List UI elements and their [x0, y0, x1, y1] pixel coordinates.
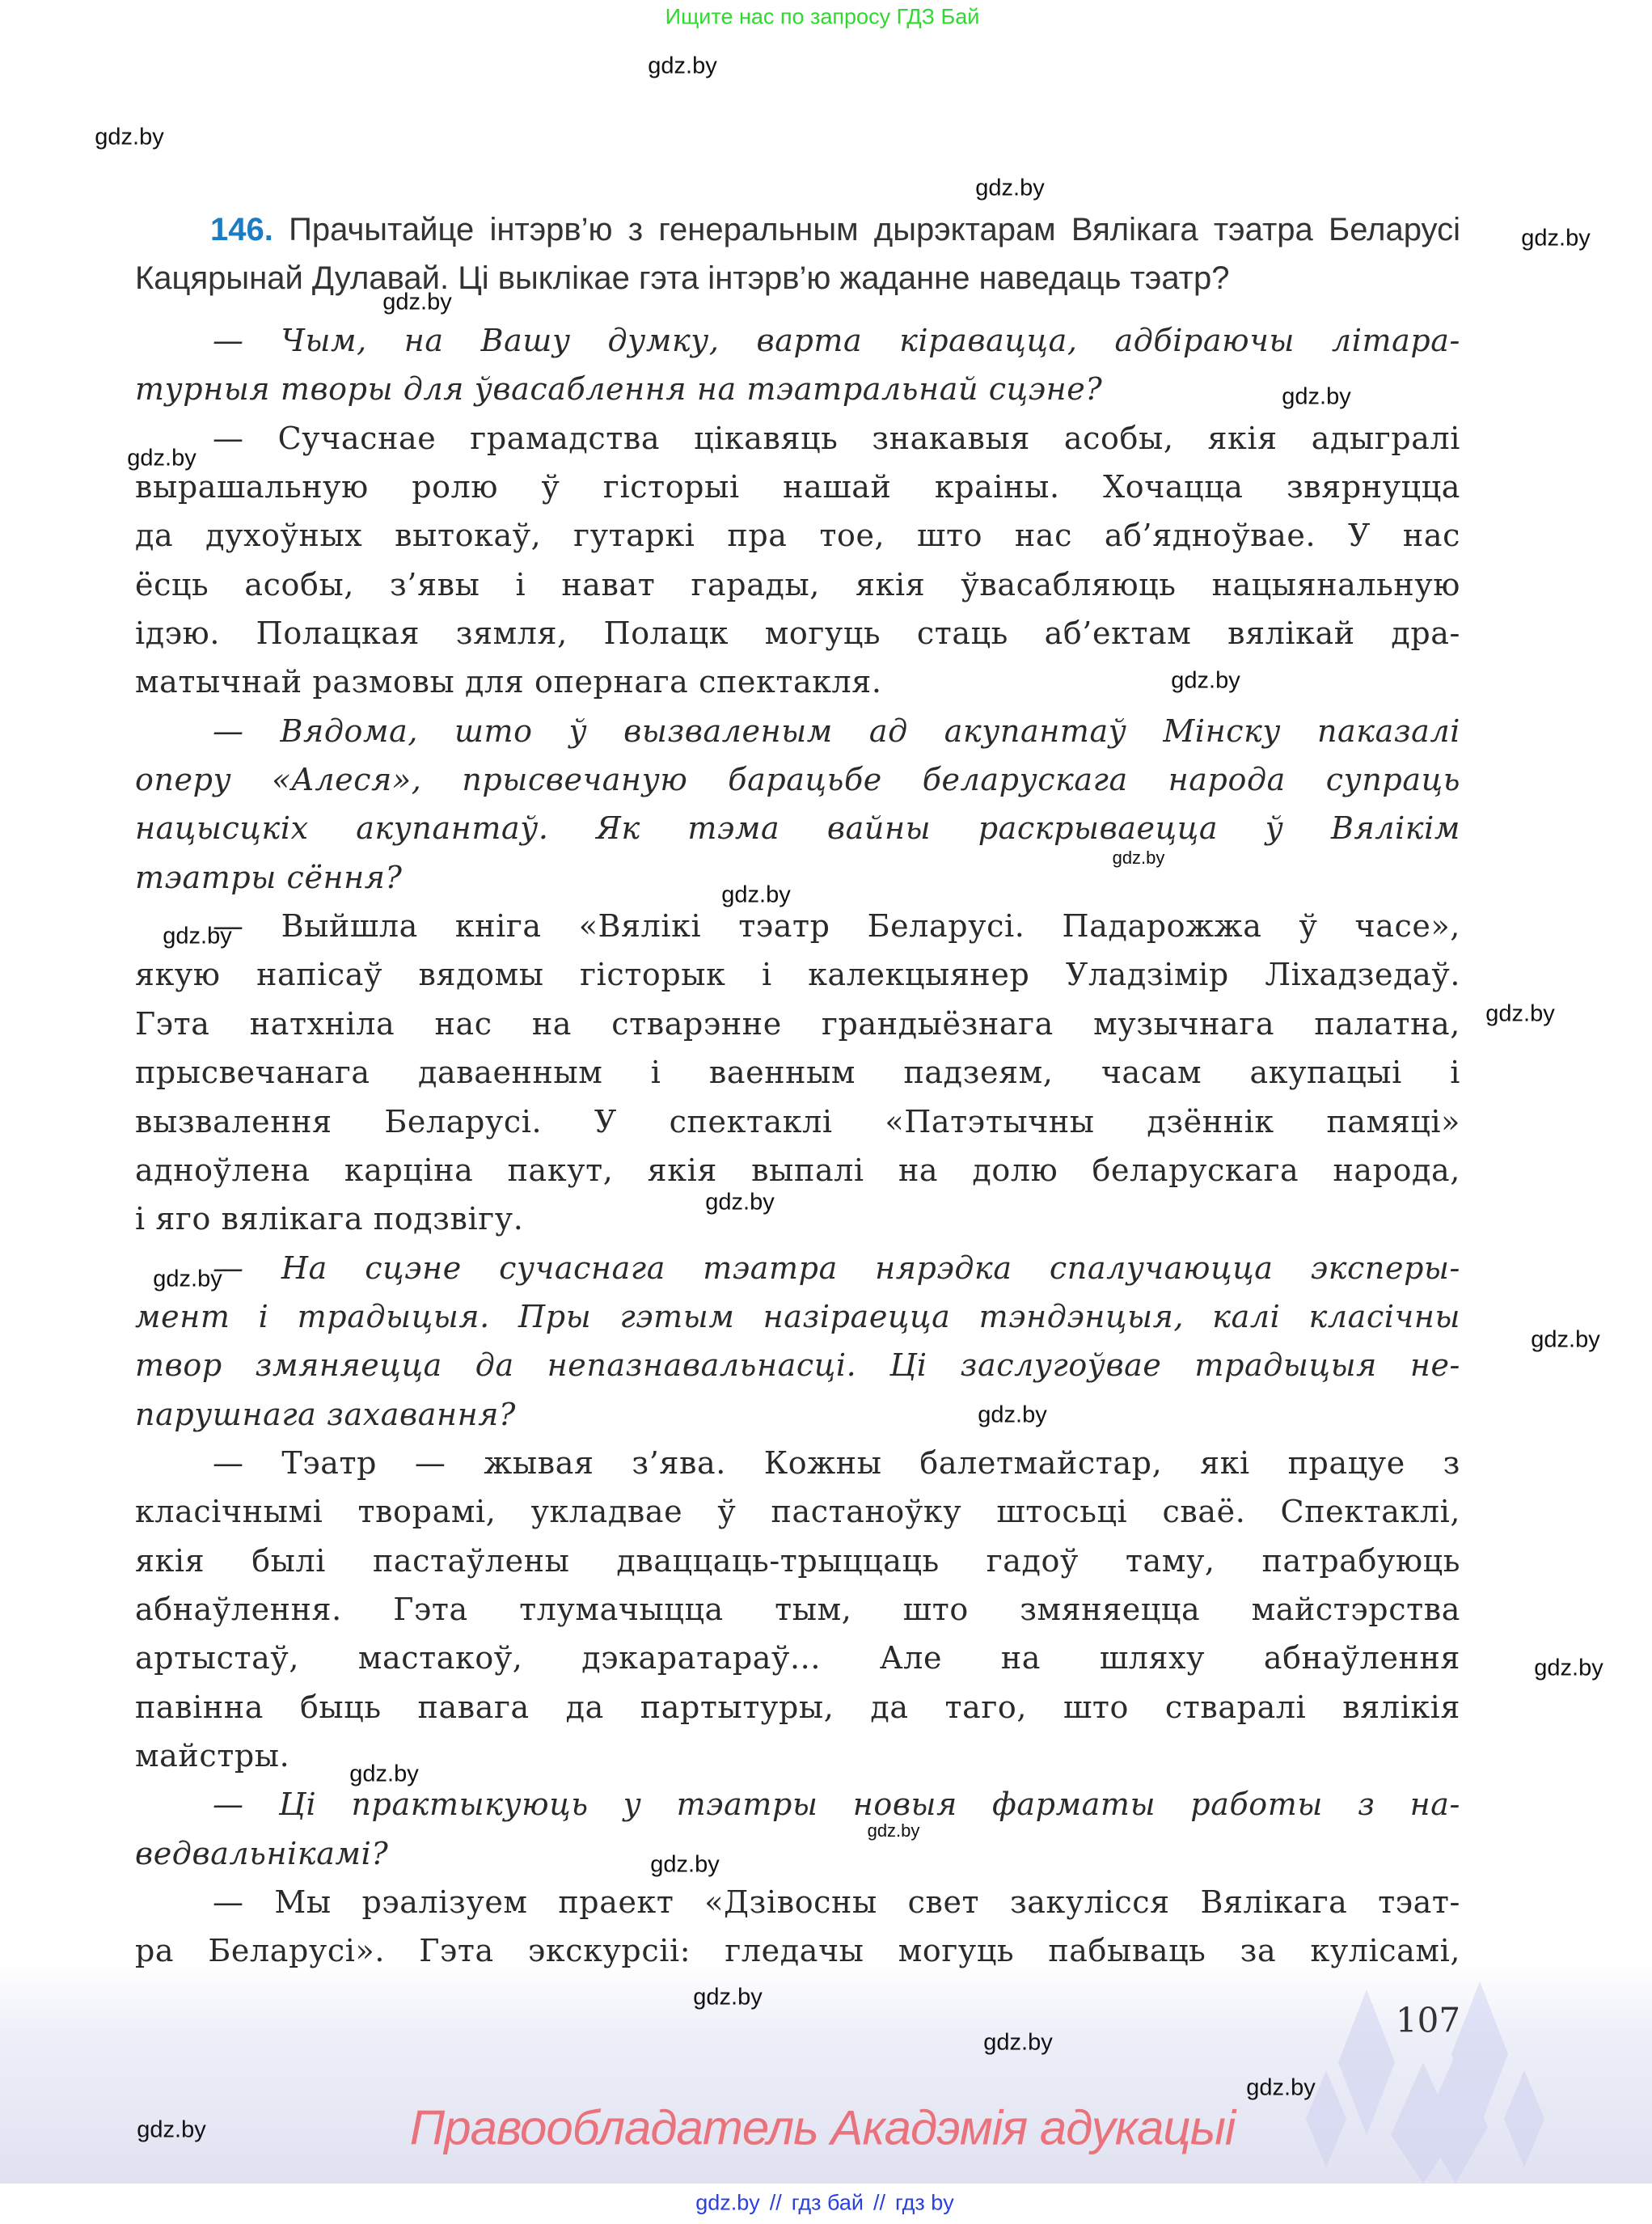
watermark: gdz.by: [978, 1402, 1047, 1428]
watermark: gdz.by: [349, 1761, 419, 1787]
watermark: gdz.by: [127, 445, 196, 471]
answer-line: ідэю. Полацкая зямля, Полацк могуць стаць аб’ектам вялікай дра-: [135, 615, 1460, 652]
watermark: gdz.by: [137, 2116, 206, 2143]
watermark: gdz.by: [650, 1851, 720, 1878]
top-search-note: Ищите нас по запросу ГДЗ Бай: [665, 4, 980, 29]
watermark: gdz.by: [648, 53, 717, 79]
watermark: gdz.by: [382, 289, 452, 315]
watermark: gdz.by: [153, 1266, 222, 1292]
exercise-prompt-line: [135, 208, 1460, 256]
interview-text: [135, 316, 1460, 1976]
question-line: тэатры сёння?: [135, 859, 403, 895]
answer-line: класічнымі творамі, укладвае ў пастаноўку штосьці сваё. Спектаклі,: [135, 1494, 1460, 1530]
answer-line: павінна быць павага да партытуры, да таго, што стваралі вялікія: [135, 1689, 1460, 1725]
answer-line: ра Беларусі». Гэта экскурсіі: гледачы могуць пабываць за кулісамі,: [135, 1933, 1460, 1969]
watermark: gdz.by: [1282, 383, 1351, 410]
watermark: gdz.by: [1521, 225, 1591, 252]
answer-line: Гэта натхніла нас на стварэнне грандыёзнага музычнага палатна,: [135, 1005, 1460, 1042]
watermark: gdz.by: [975, 175, 1045, 201]
watermark: gdz.by: [1485, 1000, 1555, 1027]
bottom-links: [691, 2191, 959, 2216]
separator: //: [769, 2190, 782, 2215]
watermark: gdz.by: [163, 923, 232, 949]
question-line: ведвальнікамі?: [135, 1835, 389, 1871]
diamond-decoration-icon: [1294, 1973, 1633, 2184]
watermark: gdz.by: [1534, 1655, 1603, 1681]
separator: //: [872, 2190, 886, 2215]
page-number: 107: [1395, 2000, 1461, 2040]
answer-line: якую напісаў вядомы гісторык і калекцыянер Уладзімір Ліхадзедаў.: [135, 957, 1460, 993]
question-line: парушнага захавання?: [135, 1396, 516, 1432]
exercise-number: 146.: [210, 212, 273, 247]
answer-line: майстры.: [135, 1737, 290, 1774]
answer-line: да духоўных вытокаў, гутаркі пра тое, што нас аб’ядноўвае. У нас: [135, 518, 1460, 554]
answer-line: вызвалення Беларусі. У спектаклі «Патэтычны дзённік памяці»: [135, 1103, 1460, 1139]
watermark: gdz.by: [867, 1820, 920, 1841]
answer-line: артыстаў, мастакоў, дэкаратараў... Але на шляху абнаўлення: [135, 1640, 1460, 1676]
watermark: gdz.by: [721, 882, 791, 908]
link-gdz-by-cyr[interactable]: гдз by: [895, 2190, 954, 2215]
question-line: — На сцэне сучаснага тэатра нярэдка спалучаюцца эксперы-: [213, 1249, 1460, 1286]
watermark: gdz.by: [983, 2029, 1053, 2056]
question-line: твор змяняецца да непазнавальнасці. Ці заслугоўвае традыцыя не-: [135, 1347, 1460, 1384]
answer-line: адноўлена карціна пакут, якія выпалі на долю беларускага народа,: [135, 1152, 1460, 1188]
question-line: турныя творы для ўвасаблення на тэатральнай сцэне?: [135, 371, 1103, 408]
watermark: gdz.by: [1531, 1326, 1600, 1353]
answer-line: прысвечанага даваенным і ваенным падзеям, часам акупацыі і: [135, 1055, 1460, 1091]
question-line: — Вядома, што ў вызваленым ад акупантаў Мінску паказалі: [213, 712, 1460, 749]
exercise-prompt-text: Прачытайце інтэрв’ю з генеральным дырэктарам Вялікага тэатра Беларусі: [289, 212, 1460, 247]
question-line: нацысцкіх акупантаў. Як тэма вайны раскрываецца ў Вялікім: [135, 810, 1460, 847]
watermark: gdz.by: [1246, 2074, 1316, 2101]
watermark: gdz.by: [705, 1189, 775, 1216]
exercise-prompt-line: Кацярынай Дулавай. Ці выклікае гэта інтэрв’ю жаданне наведаць тэатр?: [135, 260, 1230, 297]
question-line: мент і традыцыя. Пры гэтым назіраецца тэндэнцыя, калі класічны: [135, 1298, 1460, 1334]
answer-line: ёсць асобы, з’явы і нават гарады, якія ўвасабляюць нацыянальную: [135, 566, 1460, 603]
answer-line: і яго вялікага подзвігу.: [135, 1201, 524, 1237]
answer-line: — Выйшла кніга «Вялікі тэатр Беларусі. Падарожжа ў часе»,: [213, 908, 1460, 945]
watermark: gdz.by: [1171, 667, 1240, 694]
watermark: gdz.by: [1112, 848, 1165, 868]
question-line: оперу «Алеся», прысвечаную барацьбе беларускага народа супраць: [135, 762, 1460, 798]
watermark: gdz.by: [95, 124, 164, 150]
exercise-prompt: [135, 208, 1460, 306]
answer-line: — Тэатр — жывая з’ява. Кожны балетмайстар, які працуе з: [213, 1444, 1460, 1481]
question-line: — Чым, на Вашу думку, варта кіравацца, адбіраючы літара-: [213, 323, 1460, 358]
watermark: gdz.by: [693, 1984, 763, 2010]
question-line: — Ці практыкуюць у тэатры новыя фарматы работы з на-: [213, 1786, 1460, 1823]
answer-line: матычнай размовы для опернага спектакля.: [135, 664, 882, 700]
answer-line: вырашальную ролю ў гісторыі нашай краіны. Хочацца звярнуцца: [135, 469, 1460, 505]
answer-line: — Сучаснае грамадства цікавяць знакавыя асобы, якія адыгралі: [213, 420, 1460, 456]
link-gdz-by[interactable]: gdz.by: [695, 2190, 760, 2215]
answer-line: — Мы рэалізуем праект «Дзівосны свет закулісся Вялікага тэат-: [213, 1884, 1460, 1920]
answer-line: якія былі пастаўлены дваццаць-трыццаць гадоў таму, патрабуюць: [135, 1542, 1460, 1579]
answer-line: абнаўлення. Гэта тлумачыцца тым, што змяняецца майстэрства: [135, 1591, 1460, 1627]
copyright-notice: Правообладатель Акадэмія адукацыі: [409, 2100, 1236, 2155]
link-gdz-bai[interactable]: гдз бай: [791, 2190, 864, 2215]
